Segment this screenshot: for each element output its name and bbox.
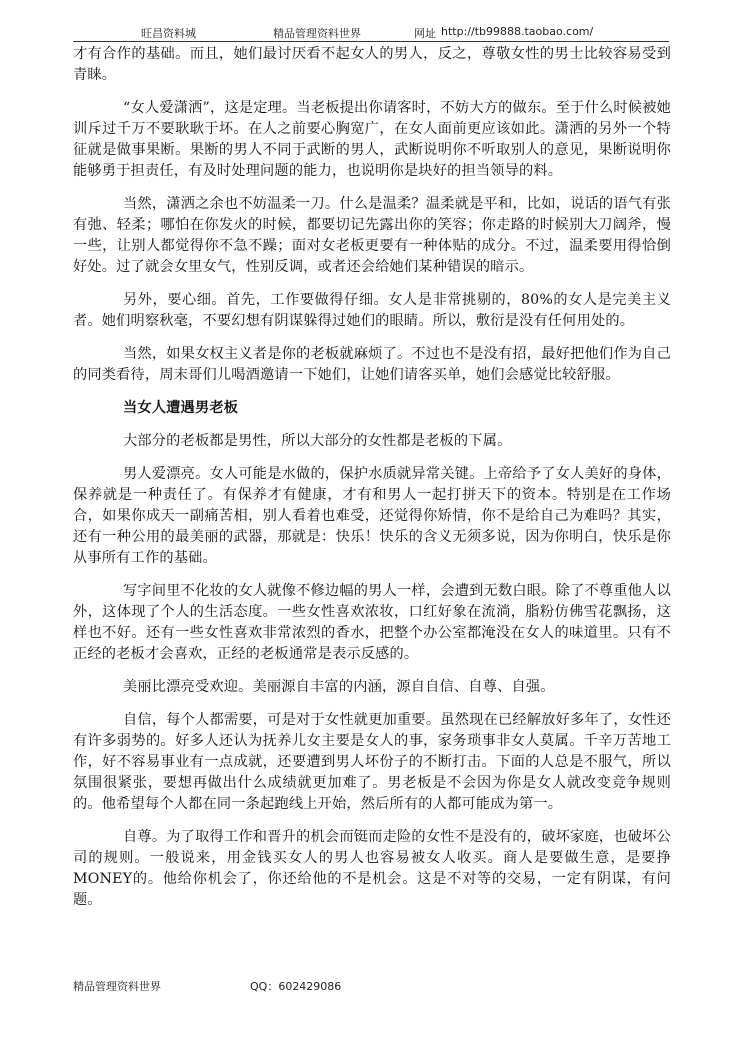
header-site-name: 旺昌资料城 bbox=[141, 27, 196, 40]
section-heading: 当女人遭遇男老板 bbox=[123, 400, 239, 416]
paragraph: 写字间里不化妆的女人就像不修边幅的男人一样，会遭到无数白眼。除了不尊重他人以外，这体现了个人的生活态度。一些女性喜欢浓妆，口红好象在流淌，脂粉仿佛雪花飘扬，这样也不好。还有一些女性喜欢非常浓烈的香水，把整个办公室都淹没在女人的味道里。只有不正经的老板才会喜欢，正经的老板通常是表示反感的。 bbox=[73, 583, 671, 662]
paragraph: 自信，每个人都需要，可是对于女性就更加重要。虽然现在已经解放好多年了，女性还有许多弱势的。好多人还认为抚养儿女主要是女人的事，家务琐事非女人莫属。千辛万苦地工作，好不容易事业有一点成就，还要遭到男人坏份子的不断打击。下面的人总是不服气，所以氛围很紧张，要想再做出什么成绩就更加难了。男老板是不会因为你是女人就改变竞争规则的。他希望每个人都在同一条起跑线上开始，然后所有的人都可能成为第一。 bbox=[73, 712, 671, 812]
paragraph: 大部分的老板都是男性，所以大部分的女性都是老板的下属。 bbox=[123, 433, 512, 449]
paragraph: 才有合作的基础。而且，她们最讨厌看不起女人的男人，反之，尊敬女性的男士比较容易受到青睐。 bbox=[73, 46, 671, 83]
paragraph: 自尊。为了取得工作和晋升的机会而铤而走险的女性不是没有的，破坏家庭，也破坏公司的规则。一般说来，用金钱买女人的男人也容易被女人收买。商人是要做生意，是要挣MONEY的。他给你机会了，你还给他的不是机会。这是不对等的交易，一定有阴谋，有问题。 bbox=[73, 829, 671, 908]
paragraph: 另外，要心细。首先，工作要做得仔细。女人是非常挑剔的，80%的女人是完美主义者。她们明察秋毫，不要幻想有阴谋躲得过她们的眼睛。所以，敷衍是没有任何用处的。 bbox=[73, 292, 671, 329]
paragraph: 当然，潇洒之余也不妨温柔一刀。什么是温柔？温柔就是平和，比如，说话的语气有张有弛、轻柔；哪怕在你发火的时候，都要切记先露出你的笑容；你走路的时候别大刀阔斧，慢一些，让别人都觉得你不急不躁；面对女老板更要有一种体贴的成分。不过，温柔要用得恰倒好处。过了就会女里女气，性别反调，或者还会给她们某种错误的暗示。 bbox=[73, 196, 671, 275]
paragraph: 美丽比漂亮受欢迎。美丽源自丰富的内涵，源自自信、自尊、自强。 bbox=[123, 679, 555, 695]
header-url: http://tb99888.taobao.com/ bbox=[441, 25, 594, 38]
paragraph: “女人爱潇洒”，这是定理。当老板提出你请客时，不妨大方的做东。至于什么时候被她训斥过千万不要耿耿于坏。在人之前要心胸宽广，在女人面前更应该如此。潇洒的另外一个特征就是做事果断。果断的男人不同于武断的男人，武断说明你不听取别人的意见，果断说明你能够勇于担责任，有及时处理问题的能力，也说明你是块好的担当领导的料。 bbox=[73, 100, 671, 179]
page-footer bbox=[73, 978, 669, 994]
header-url-label: 网址 bbox=[414, 27, 436, 40]
header-title: 精品管理资料世界 bbox=[273, 27, 361, 40]
document-body bbox=[73, 44, 671, 923]
footer-site-name: 精品管理资料世界 bbox=[73, 980, 161, 993]
page-header bbox=[73, 23, 669, 42]
paragraph: 当然，如果女权主义者是你的老板就麻烦了。不过也不是没有招，最好把他们作为自己的同类看待，周末哥们儿喝酒邀请一下她们，让她们请客买单，她们会感觉比较舒服。 bbox=[73, 346, 671, 383]
footer-qq: QQ：602429086 bbox=[250, 980, 342, 993]
paragraph: 男人爱漂亮。女人可能是水做的，保护水质就异常关键。上帝给予了女人美好的身体，保养就是一种责任了。有保养才有健康，才有和男人一起打拼天下的资本。特别是在工作场合，如果你成天一副痛苦相，别人看着也难受，还觉得你矫情，你不是给自己为难吗？其实，还有一种公用的最美丽的武器，那就是：快乐！快乐的含义无须多说，因为你明白，快乐是你从事所有工作的基础。 bbox=[73, 466, 671, 566]
